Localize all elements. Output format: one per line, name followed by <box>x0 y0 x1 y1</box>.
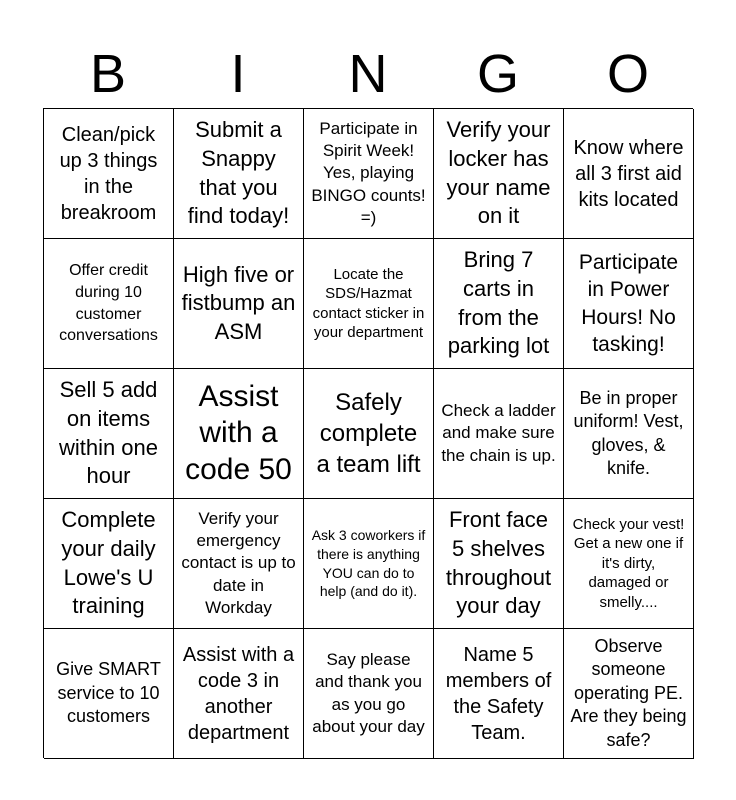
bingo-cell[interactable] <box>434 499 564 629</box>
header-letter-b: B <box>89 44 127 104</box>
bingo-cell[interactable] <box>174 239 304 369</box>
bingo-cell[interactable] <box>304 499 434 629</box>
bingo-cell[interactable] <box>304 369 434 499</box>
cell-text: Check your vest! Get a new one if it's dirty, damaged or smelly.... <box>572 515 685 611</box>
cell-text: Verify your emergency contact is up to date in Workday <box>181 509 296 617</box>
cell-text: Submit a Snappy that you find today! <box>187 117 290 229</box>
cell-text: Say please and thank you as you go about your day <box>312 650 425 736</box>
header-letter-o: O <box>606 44 649 104</box>
bingo-cell[interactable] <box>174 109 304 239</box>
cell-text: Locate the SDS/Hazmat contact sticker in your department <box>312 265 425 341</box>
bingo-cell[interactable] <box>564 499 694 629</box>
bingo-cell[interactable] <box>44 239 174 369</box>
bingo-cell[interactable] <box>564 109 694 239</box>
bingo-cell[interactable] <box>44 499 174 629</box>
bingo-cell[interactable] <box>304 239 434 369</box>
bingo-board <box>43 108 693 758</box>
bingo-cell[interactable] <box>564 369 694 499</box>
header-letter-i: I <box>230 44 246 104</box>
bingo-cell[interactable] <box>44 369 174 499</box>
cell-text: Assist with a code 50 <box>185 379 292 486</box>
bingo-cell[interactable] <box>174 369 304 499</box>
cell-text: Assist with a code 3 in another department <box>182 643 295 744</box>
bingo-cell[interactable] <box>304 629 434 759</box>
cell-text: Front face 5 shelves throughout your day <box>445 507 552 619</box>
bingo-cell[interactable] <box>304 109 434 239</box>
cell-text: Be in proper uniform! Vest, gloves, & knife. <box>573 387 684 478</box>
bingo-cell[interactable] <box>44 109 174 239</box>
bingo-cell[interactable] <box>434 239 564 369</box>
bingo-cell[interactable] <box>564 629 694 759</box>
cell-text: Give SMART service to 10 customers <box>56 659 161 727</box>
bingo-cell[interactable] <box>434 109 564 239</box>
cell-text: Sell 5 add on items within one hour <box>58 377 159 489</box>
header-letter-g: G <box>476 44 519 104</box>
bingo-cell[interactable] <box>434 369 564 499</box>
cell-text: Participate in Spirit Week! Yes, playing BINGO counts! =) <box>311 119 426 227</box>
cell-text: High five or fistbump an ASM <box>181 261 296 344</box>
cell-text: Check a ladder and make sure the chain is up. <box>441 401 556 465</box>
header-letter-n: N <box>348 44 388 104</box>
cell-text: Know where all 3 first aid kits located <box>573 136 684 211</box>
bingo-cell[interactable] <box>564 239 694 369</box>
cell-text: Verify your locker has your name on it <box>446 117 551 229</box>
cell-text: Ask 3 coworkers if there is anything YOU can do to help (and do it). <box>311 526 426 600</box>
cell-text: Offer credit during 10 customer conversations <box>59 262 158 345</box>
bingo-header <box>43 40 693 108</box>
bingo-cell[interactable] <box>174 499 304 629</box>
cell-text: Clean/pick up 3 things in the breakroom <box>59 123 158 224</box>
cell-text: Safely complete a team lift <box>316 388 421 479</box>
bingo-cell[interactable] <box>174 629 304 759</box>
cell-text: Name 5 members of the Safety Team. <box>445 643 552 744</box>
bingo-cell[interactable] <box>434 629 564 759</box>
cell-text: Observe someone operating PE. Are they being safe? <box>570 636 687 750</box>
cell-text: Participate in Power Hours! No tasking! <box>578 250 679 356</box>
bingo-cell[interactable] <box>44 629 174 759</box>
cell-text: Complete your daily Lowe's U training <box>61 507 156 619</box>
cell-text: Bring 7 carts in from the parking lot <box>447 247 550 359</box>
